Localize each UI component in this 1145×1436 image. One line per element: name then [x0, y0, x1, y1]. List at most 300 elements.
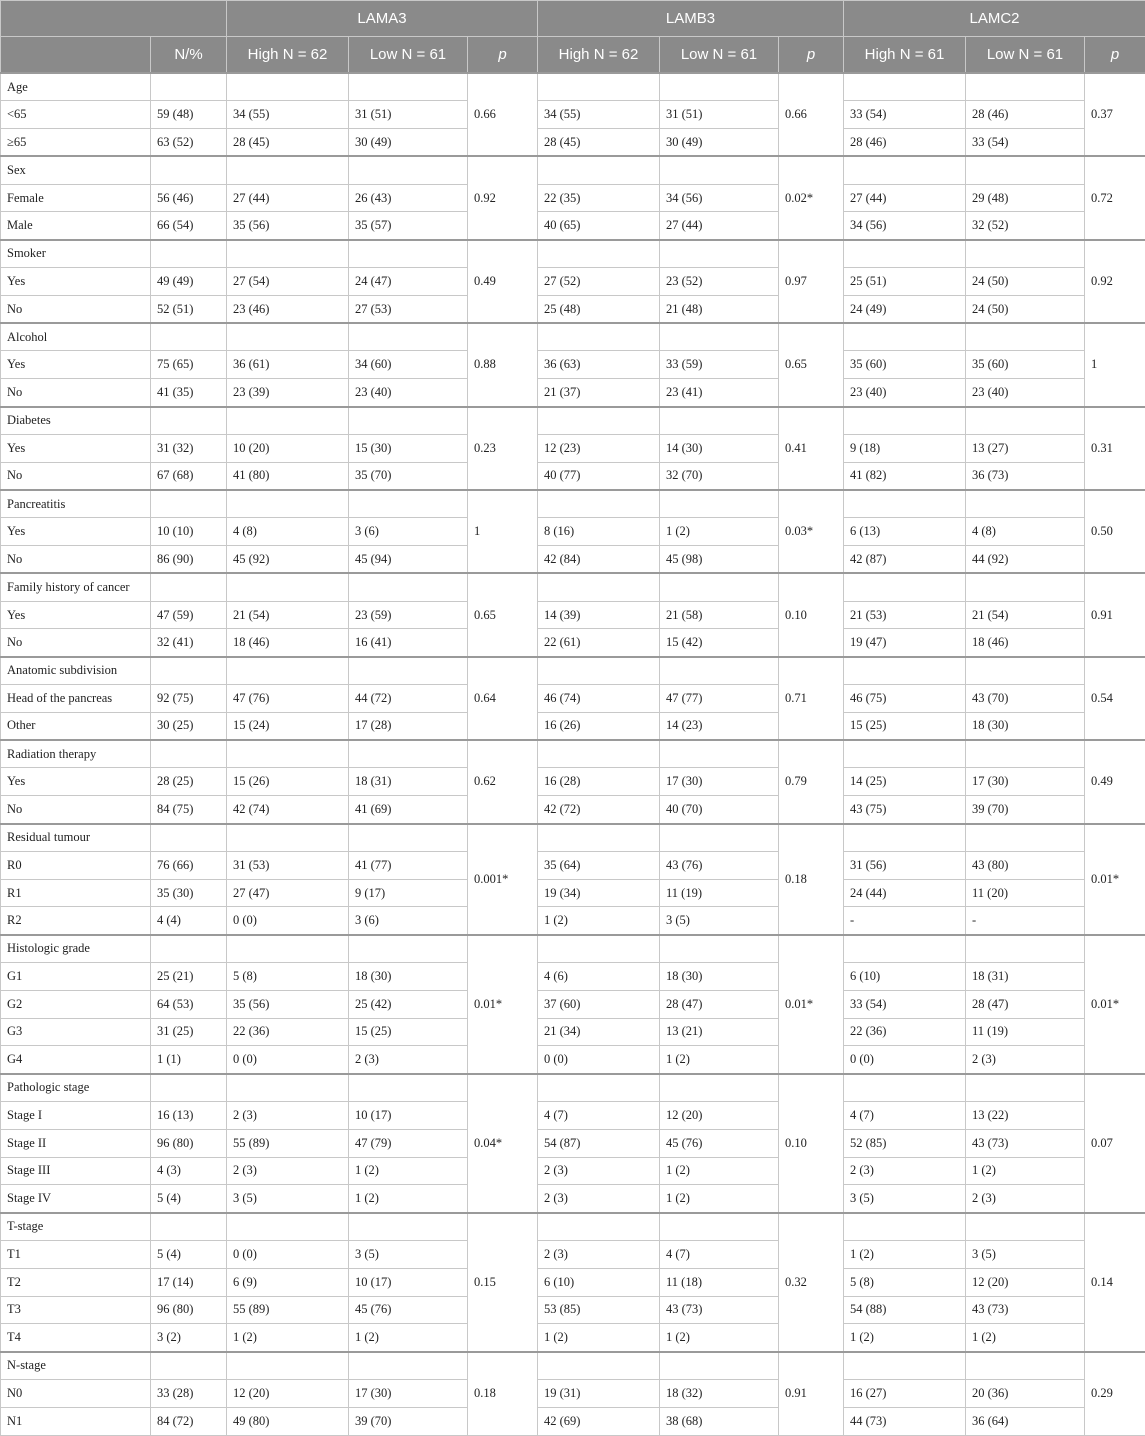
table-row: [1, 101, 1145, 129]
table-row: [1, 546, 1145, 574]
lama3-high-cell: 22 (36): [227, 1018, 349, 1046]
lamc2-low-cell: 2 (3): [966, 1185, 1085, 1213]
empty-cell: [538, 407, 660, 435]
lama3-low-cell: 26 (43): [349, 184, 468, 212]
lama3-high-cell: 55 (89): [227, 1129, 349, 1157]
empty-cell: [660, 240, 779, 268]
empty-cell: [538, 323, 660, 351]
empty-cell: [349, 573, 468, 601]
lamc2-high-cell: 33 (54): [844, 990, 966, 1018]
empty-cell: [966, 73, 1085, 101]
table-row: [1, 1157, 1145, 1185]
lamb3-low-cell: 45 (76): [660, 1129, 779, 1157]
lamc2-p-value: 0.01*: [1085, 824, 1145, 935]
lamb3-high-cell: 1 (2): [538, 1324, 660, 1352]
lama3-low-cell: 15 (25): [349, 1018, 468, 1046]
lamb3-p-value: 0.97: [779, 240, 844, 323]
group-label: Sex: [1, 156, 151, 184]
table-row: [1, 768, 1145, 796]
lama3-p-value: 0.23: [468, 407, 538, 490]
empty-cell: [844, 740, 966, 768]
lamc2-low-cell: 20 (36): [966, 1379, 1085, 1407]
table-row: [1, 1268, 1145, 1296]
lama3-high-cell: 27 (47): [227, 879, 349, 907]
lama3-low-cell: 45 (94): [349, 546, 468, 574]
empty-cell: [151, 73, 227, 101]
total-cell: 84 (75): [151, 796, 227, 824]
lamb3-high-cell: 42 (69): [538, 1407, 660, 1435]
empty-cell: [151, 156, 227, 184]
row-label: N1: [1, 1407, 151, 1435]
lamb3-p-value: 0.10: [779, 1074, 844, 1213]
empty-cell: [844, 824, 966, 852]
lamb3-low-cell: 23 (52): [660, 268, 779, 296]
total-cell: 3 (2): [151, 1324, 227, 1352]
lama3-low-cell: 39 (70): [349, 1407, 468, 1435]
lamc2-high-cell: 44 (73): [844, 1407, 966, 1435]
lamc2-low-cell: 29 (48): [966, 184, 1085, 212]
total-cell: 31 (25): [151, 1018, 227, 1046]
group-header-row: [1, 935, 1145, 963]
lama3-p-value: 0.15: [468, 1213, 538, 1352]
lamb3-high-cell: 4 (7): [538, 1101, 660, 1129]
lama3-high-cell: 6 (9): [227, 1268, 349, 1296]
lama3-low-cell: 3 (5): [349, 1240, 468, 1268]
empty-cell: [227, 573, 349, 601]
group-header-row: [1, 407, 1145, 435]
lamb3-low-cell: 1 (2): [660, 1157, 779, 1185]
row-label: Stage IV: [1, 1185, 151, 1213]
lamc2-high-cell: 28 (46): [844, 129, 966, 157]
table-row: [1, 1129, 1145, 1157]
table-row: [1, 212, 1145, 240]
empty-cell: [151, 740, 227, 768]
group-label: T-stage: [1, 1213, 151, 1241]
row-label: Yes: [1, 768, 151, 796]
lamb3-p-value: 0.66: [779, 73, 844, 156]
table-row: [1, 351, 1145, 379]
empty-cell: [660, 935, 779, 963]
lama3-high-cell: 49 (80): [227, 1407, 349, 1435]
table-row: [1, 1046, 1145, 1074]
empty-cell: [966, 323, 1085, 351]
empty-cell: [227, 740, 349, 768]
lamb3-high-cell: 2 (3): [538, 1157, 660, 1185]
lama3-p-value: 0.88: [468, 323, 538, 406]
lama3-high-cell: 1 (2): [227, 1324, 349, 1352]
lamc2-p-value: 0.54: [1085, 657, 1145, 740]
lama3-low-cell: 41 (77): [349, 851, 468, 879]
lamb3-low-cell: 43 (73): [660, 1296, 779, 1324]
lama3-p-value: 1: [468, 490, 538, 573]
empty-cell: [660, 490, 779, 518]
empty-cell: [151, 1074, 227, 1102]
lama3-low-cell: 30 (49): [349, 129, 468, 157]
empty-cell: [151, 1352, 227, 1380]
empty-cell: [227, 824, 349, 852]
table-row: [1, 1185, 1145, 1213]
lamb3-high-cell: 2 (3): [538, 1240, 660, 1268]
empty-cell: [844, 1074, 966, 1102]
lamc2-high-cell: 1 (2): [844, 1324, 966, 1352]
group-label: Age: [1, 73, 151, 101]
lama3-p-value: 0.18: [468, 1352, 538, 1435]
lamb3-low-cell: 34 (56): [660, 184, 779, 212]
lamc2-low-cell: 35 (60): [966, 351, 1085, 379]
empty-cell: [349, 657, 468, 685]
lamc2-low-cell: 11 (20): [966, 879, 1085, 907]
lamc2-high-cell: 43 (75): [844, 796, 966, 824]
lamb3-high-cell: 21 (37): [538, 379, 660, 407]
lama3-low-cell: 1 (2): [349, 1324, 468, 1352]
empty-cell: [966, 407, 1085, 435]
table-row: [1, 268, 1145, 296]
lama3-high-cell: 34 (55): [227, 101, 349, 129]
empty-cell: [349, 240, 468, 268]
lama3-high-cell: 27 (54): [227, 268, 349, 296]
empty-cell: [660, 73, 779, 101]
row-label: No: [1, 629, 151, 657]
lamc2-low-cell: 39 (70): [966, 796, 1085, 824]
row-label: T1: [1, 1240, 151, 1268]
lama3-low-cell: 16 (41): [349, 629, 468, 657]
lamc2-low-cell: 44 (92): [966, 546, 1085, 574]
row-label: G3: [1, 1018, 151, 1046]
row-label: Stage III: [1, 1157, 151, 1185]
table-row: [1, 990, 1145, 1018]
lama3-low-cell: 2 (3): [349, 1046, 468, 1074]
lamb3-high-cell: 14 (39): [538, 601, 660, 629]
lama3-high-cell: 27 (44): [227, 184, 349, 212]
row-label: No: [1, 796, 151, 824]
lamc2-low-cell: 2 (3): [966, 1046, 1085, 1074]
lamb3-high-cell: 54 (87): [538, 1129, 660, 1157]
empty-cell: [660, 824, 779, 852]
table-row: [1, 685, 1145, 713]
lamb3-low-cell: 12 (20): [660, 1101, 779, 1129]
empty-cell: [538, 573, 660, 601]
row-label: Head of the pancreas: [1, 685, 151, 713]
header-lamb3-high: High N = 62: [538, 37, 660, 74]
lamb3-high-cell: 1 (2): [538, 907, 660, 935]
total-cell: 92 (75): [151, 685, 227, 713]
empty-cell: [151, 323, 227, 351]
lama3-low-cell: 3 (6): [349, 518, 468, 546]
empty-cell: [349, 740, 468, 768]
lama3-high-cell: 15 (26): [227, 768, 349, 796]
lamb3-high-cell: 4 (6): [538, 963, 660, 991]
group-label: Pancreatitis: [1, 490, 151, 518]
empty-cell: [349, 935, 468, 963]
total-cell: 16 (13): [151, 1101, 227, 1129]
empty-cell: [349, 1352, 468, 1380]
row-label: Other: [1, 712, 151, 740]
lama3-low-cell: 34 (60): [349, 351, 468, 379]
empty-cell: [227, 73, 349, 101]
lama3-low-cell: 25 (42): [349, 990, 468, 1018]
lamb3-p-value: 0.65: [779, 323, 844, 406]
lamc2-high-cell: 3 (5): [844, 1185, 966, 1213]
group-header-row: [1, 240, 1145, 268]
lamc2-low-cell: 12 (20): [966, 1268, 1085, 1296]
lamb3-high-cell: 28 (45): [538, 129, 660, 157]
lama3-high-cell: 3 (5): [227, 1185, 349, 1213]
lamb3-low-cell: 43 (76): [660, 851, 779, 879]
total-cell: 96 (80): [151, 1296, 227, 1324]
lamc2-high-cell: 6 (13): [844, 518, 966, 546]
lamc2-low-cell: 18 (46): [966, 629, 1085, 657]
lama3-low-cell: 10 (17): [349, 1268, 468, 1296]
group-header-row: [1, 740, 1145, 768]
lamb3-high-cell: 22 (61): [538, 629, 660, 657]
lamb3-high-cell: 37 (60): [538, 990, 660, 1018]
lama3-high-cell: 0 (0): [227, 907, 349, 935]
empty-cell: [844, 490, 966, 518]
group-label: Residual tumour: [1, 824, 151, 852]
lama3-p-value: 0.92: [468, 156, 538, 239]
table-row: [1, 1240, 1145, 1268]
lamc2-p-value: 0.91: [1085, 573, 1145, 656]
lamb3-low-cell: 30 (49): [660, 129, 779, 157]
lamc2-low-cell: 1 (2): [966, 1324, 1085, 1352]
lamc2-high-cell: 9 (18): [844, 434, 966, 462]
lamc2-low-cell: 43 (80): [966, 851, 1085, 879]
lamb3-low-cell: 1 (2): [660, 1046, 779, 1074]
lamb3-high-cell: 27 (52): [538, 268, 660, 296]
empty-cell: [844, 407, 966, 435]
lama3-high-cell: 4 (8): [227, 518, 349, 546]
lama3-high-cell: 21 (54): [227, 601, 349, 629]
lamb3-low-cell: 18 (32): [660, 1379, 779, 1407]
empty-cell: [844, 156, 966, 184]
empty-cell: [538, 1352, 660, 1380]
lamc2-high-cell: 21 (53): [844, 601, 966, 629]
empty-cell: [660, 323, 779, 351]
empty-cell: [844, 657, 966, 685]
lamb3-high-cell: 19 (31): [538, 1379, 660, 1407]
lamb3-low-cell: 1 (2): [660, 518, 779, 546]
lamb3-low-cell: 11 (18): [660, 1268, 779, 1296]
empty-cell: [227, 1213, 349, 1241]
row-label: No: [1, 379, 151, 407]
lamb3-low-cell: 3 (5): [660, 907, 779, 935]
gene-header-lamb3: LAMB3: [538, 1, 844, 37]
row-label: Yes: [1, 351, 151, 379]
lama3-p-value: 0.001*: [468, 824, 538, 935]
empty-cell: [349, 490, 468, 518]
lamb3-low-cell: 40 (70): [660, 796, 779, 824]
total-cell: 64 (53): [151, 990, 227, 1018]
lama3-low-cell: 23 (59): [349, 601, 468, 629]
empty-cell: [538, 657, 660, 685]
lamb3-low-cell: 11 (19): [660, 879, 779, 907]
lamb3-high-cell: 16 (26): [538, 712, 660, 740]
total-cell: 76 (66): [151, 851, 227, 879]
lamc2-high-cell: 25 (51): [844, 268, 966, 296]
lama3-low-cell: 45 (76): [349, 1296, 468, 1324]
lamb3-p-value: 0.10: [779, 573, 844, 656]
row-label: T3: [1, 1296, 151, 1324]
lamb3-high-cell: 19 (34): [538, 879, 660, 907]
table-header: [1, 1, 1145, 74]
table-row: [1, 1101, 1145, 1129]
lama3-p-value: 0.01*: [468, 935, 538, 1074]
lamb3-p-value: 0.02*: [779, 156, 844, 239]
lama3-low-cell: 17 (30): [349, 1379, 468, 1407]
empty-cell: [660, 1213, 779, 1241]
lamc2-p-value: 0.72: [1085, 156, 1145, 239]
lama3-p-value: 0.49: [468, 240, 538, 323]
empty-cell: [538, 1074, 660, 1102]
lama3-low-cell: 35 (70): [349, 462, 468, 490]
row-label: R2: [1, 907, 151, 935]
lamb3-high-cell: 34 (55): [538, 101, 660, 129]
lama3-high-cell: 2 (3): [227, 1157, 349, 1185]
lamc2-high-cell: 16 (27): [844, 1379, 966, 1407]
empty-cell: [844, 1352, 966, 1380]
row-label: N0: [1, 1379, 151, 1407]
lamb3-high-cell: 22 (35): [538, 184, 660, 212]
row-label: Stage I: [1, 1101, 151, 1129]
lamc2-low-cell: 24 (50): [966, 295, 1085, 323]
total-cell: 56 (46): [151, 184, 227, 212]
lama3-low-cell: 35 (57): [349, 212, 468, 240]
lamc2-high-cell: 2 (3): [844, 1157, 966, 1185]
empty-cell: [966, 573, 1085, 601]
lama3-low-cell: 1 (2): [349, 1157, 468, 1185]
total-cell: 86 (90): [151, 546, 227, 574]
lamb3-high-cell: 25 (48): [538, 295, 660, 323]
empty-cell: [660, 657, 779, 685]
lamb3-low-cell: 47 (77): [660, 685, 779, 713]
lama3-p-value: 0.64: [468, 657, 538, 740]
lamb3-p-value: 0.91: [779, 1352, 844, 1435]
table-row: [1, 184, 1145, 212]
total-cell: 66 (54): [151, 212, 227, 240]
lamc2-high-cell: 33 (54): [844, 101, 966, 129]
table-row: [1, 879, 1145, 907]
total-cell: 33 (28): [151, 1379, 227, 1407]
lamc2-low-cell: 33 (54): [966, 129, 1085, 157]
empty-cell: [844, 240, 966, 268]
table-body: [1, 73, 1145, 1435]
lama3-high-cell: 47 (76): [227, 685, 349, 713]
lama3-high-cell: 28 (45): [227, 129, 349, 157]
lama3-p-value: 0.62: [468, 740, 538, 823]
empty-cell: [349, 156, 468, 184]
table-row: [1, 295, 1145, 323]
row-label: Yes: [1, 601, 151, 629]
group-label: Anatomic subdivision: [1, 657, 151, 685]
lama3-low-cell: 18 (30): [349, 963, 468, 991]
lamb3-high-cell: 42 (72): [538, 796, 660, 824]
group-label: N-stage: [1, 1352, 151, 1380]
empty-cell: [844, 1213, 966, 1241]
lamb3-low-cell: 14 (23): [660, 712, 779, 740]
lamc2-p-value: 0.14: [1085, 1213, 1145, 1352]
total-cell: 31 (32): [151, 434, 227, 462]
lama3-p-value: 0.04*: [468, 1074, 538, 1213]
lamc2-high-cell: -: [844, 907, 966, 935]
group-label: Radiation therapy: [1, 740, 151, 768]
lamc2-high-cell: 24 (49): [844, 295, 966, 323]
total-cell: 4 (4): [151, 907, 227, 935]
lama3-high-cell: 23 (39): [227, 379, 349, 407]
lamc2-low-cell: 28 (46): [966, 101, 1085, 129]
lama3-high-cell: 36 (61): [227, 351, 349, 379]
row-label: Female: [1, 184, 151, 212]
lamc2-low-cell: 28 (47): [966, 990, 1085, 1018]
lamc2-p-value: 0.50: [1085, 490, 1145, 573]
group-label: Pathologic stage: [1, 1074, 151, 1102]
empty-cell: [966, 740, 1085, 768]
table-row: [1, 1296, 1145, 1324]
empty-cell: [966, 1213, 1085, 1241]
lamb3-low-cell: 38 (68): [660, 1407, 779, 1435]
empty-cell: [966, 490, 1085, 518]
row-label: Male: [1, 212, 151, 240]
row-label: Yes: [1, 268, 151, 296]
lama3-high-cell: 2 (3): [227, 1101, 349, 1129]
row-label: No: [1, 295, 151, 323]
lamb3-high-cell: 46 (74): [538, 685, 660, 713]
table-row: [1, 1324, 1145, 1352]
lamb3-high-cell: 6 (10): [538, 1268, 660, 1296]
total-cell: 4 (3): [151, 1157, 227, 1185]
total-cell: 30 (25): [151, 712, 227, 740]
lama3-low-cell: 10 (17): [349, 1101, 468, 1129]
lama3-high-cell: 42 (74): [227, 796, 349, 824]
lamc2-p-value: 0.37: [1085, 73, 1145, 156]
lamb3-low-cell: 4 (7): [660, 1240, 779, 1268]
empty-cell: [844, 73, 966, 101]
group-header-row: [1, 73, 1145, 101]
empty-cell: [660, 1074, 779, 1102]
lamb3-high-cell: 16 (28): [538, 768, 660, 796]
group-label: Histologic grade: [1, 935, 151, 963]
lamb3-low-cell: 14 (30): [660, 434, 779, 462]
lamc2-p-value: 0.01*: [1085, 935, 1145, 1074]
lamc2-low-cell: 18 (30): [966, 712, 1085, 740]
lama3-low-cell: 31 (51): [349, 101, 468, 129]
lamc2-low-cell: 11 (19): [966, 1018, 1085, 1046]
lama3-high-cell: 23 (46): [227, 295, 349, 323]
lamc2-low-cell: 21 (54): [966, 601, 1085, 629]
empty-cell: [151, 240, 227, 268]
lama3-low-cell: 15 (30): [349, 434, 468, 462]
lamc2-low-cell: 32 (52): [966, 212, 1085, 240]
lama3-p-value: 0.66: [468, 73, 538, 156]
header-lamc2-low: Low N = 61: [966, 37, 1085, 74]
group-header-row: [1, 1213, 1145, 1241]
total-cell: 1 (1): [151, 1046, 227, 1074]
lamb3-low-cell: 27 (44): [660, 212, 779, 240]
lamb3-low-cell: 45 (98): [660, 546, 779, 574]
lamc2-low-cell: 36 (64): [966, 1407, 1085, 1435]
table-row: [1, 629, 1145, 657]
empty-cell: [227, 1352, 349, 1380]
total-cell: 41 (35): [151, 379, 227, 407]
row-label: Yes: [1, 518, 151, 546]
lama3-low-cell: 44 (72): [349, 685, 468, 713]
lamc2-low-cell: 18 (31): [966, 963, 1085, 991]
row-label: G1: [1, 963, 151, 991]
lamb3-low-cell: 1 (2): [660, 1324, 779, 1352]
lamb3-low-cell: 21 (48): [660, 295, 779, 323]
lamc2-high-cell: 5 (8): [844, 1268, 966, 1296]
lamb3-p-value: 0.32: [779, 1213, 844, 1352]
empty-cell: [349, 1074, 468, 1102]
